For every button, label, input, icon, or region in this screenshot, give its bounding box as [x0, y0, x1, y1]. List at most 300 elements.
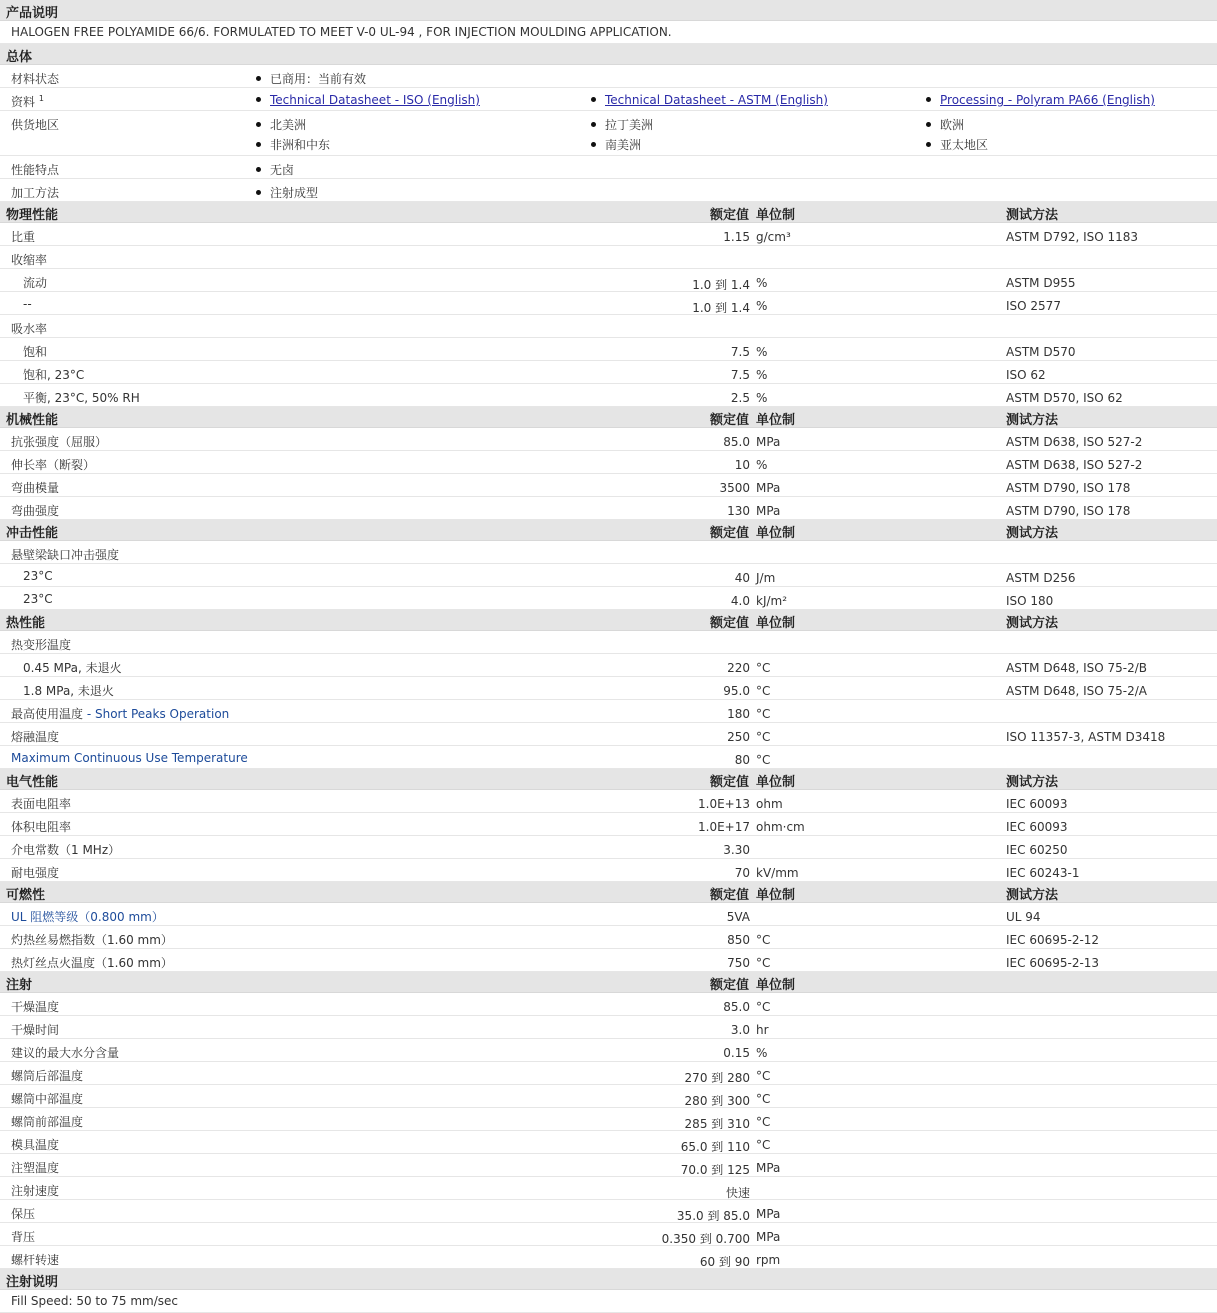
property-label — [11, 1113, 83, 1130]
property-name: UL 阻燃等级（0.800 mm） — [11, 910, 164, 924]
property-unit: % — [756, 1046, 768, 1060]
region-item — [926, 136, 988, 153]
test-method-header: 测试方法 — [1006, 616, 1059, 631]
property-value: 60 到 90 — [699, 1255, 750, 1269]
property-unit: MPa — [756, 504, 781, 518]
property-unit: % — [756, 299, 768, 313]
property-label — [11, 751, 248, 765]
property-row — [0, 587, 1217, 610]
property-name: 饱和 — [23, 345, 48, 359]
property-unit: % — [756, 345, 768, 359]
property-row — [0, 1177, 1217, 1200]
property-label — [23, 682, 114, 699]
property-row — [0, 836, 1217, 859]
bullet-icon — [256, 142, 261, 147]
test-method-header: 测试方法 — [1006, 208, 1059, 223]
property-row — [0, 1200, 1217, 1223]
property-row — [0, 338, 1217, 361]
property-label — [11, 908, 164, 925]
property-row — [0, 993, 1217, 1016]
property-unit: J/m — [756, 571, 776, 585]
property-row — [0, 1039, 1217, 1062]
property-row — [0, 1016, 1217, 1039]
property-label — [11, 433, 107, 450]
property-row — [0, 1062, 1217, 1085]
property-row — [0, 384, 1217, 407]
property-test-method: ISO 62 — [1006, 368, 1046, 382]
property-test-method: ASTM D648, ISO 75-2/B — [1006, 661, 1148, 675]
method-label: 加工方法 — [11, 186, 60, 200]
property-name: 螺杆转速 — [11, 1253, 60, 1267]
property-test-method: ISO 2577 — [1006, 299, 1061, 313]
property-label — [11, 228, 35, 245]
property-name: 灼热丝易燃指数（1.60 mm） — [11, 933, 173, 947]
status-item — [256, 70, 366, 87]
property-label — [23, 274, 47, 291]
property-name: 弯曲模量 — [11, 481, 60, 495]
property-value: 70.0 到 125 — [680, 1163, 750, 1177]
doc-link-processing[interactable]: Processing - Polyram PA66 (English) — [940, 93, 1155, 107]
test-method-header: 测试方法 — [1006, 526, 1059, 541]
property-value: 4.0 — [730, 594, 750, 608]
property-row — [0, 1154, 1217, 1177]
doc-link-item — [926, 93, 1155, 107]
property-test-method: IEC 60695-2-12 — [1006, 933, 1100, 947]
property-name: 收缩率 — [11, 253, 48, 267]
status-value: 已商用：当前有效 — [270, 72, 367, 86]
property-value: 1.0E+17 — [698, 820, 750, 834]
section-title: 冲击性能 — [6, 526, 59, 541]
property-test-method: ASTM D570 — [1006, 345, 1076, 359]
property-name: 模具温度 — [11, 1138, 60, 1152]
property-row — [0, 949, 1217, 972]
nominal-header: 额定值 — [709, 978, 749, 993]
property-value: 0.15 — [723, 1046, 750, 1060]
property-unit: °C — [756, 933, 771, 947]
property-row — [0, 292, 1217, 315]
property-name: 弯曲强度 — [11, 504, 60, 518]
property-row — [0, 1108, 1217, 1131]
property-name: 螺筒后部温度 — [11, 1069, 84, 1083]
doc-link-item — [256, 93, 480, 107]
property-value: 1.15 — [723, 230, 750, 244]
property-value: 3500 — [719, 481, 750, 495]
method-item — [256, 184, 318, 201]
property-unit: °C — [756, 661, 771, 675]
property-name: 流动 — [23, 276, 48, 290]
property-value: 180 — [727, 707, 750, 721]
property-unit: MPa — [756, 435, 781, 449]
property-row — [0, 541, 1217, 564]
property-unit: °C — [756, 1092, 771, 1106]
property-value: 750 — [727, 956, 750, 970]
property-unit: % — [756, 276, 768, 290]
property-label — [11, 320, 47, 337]
property-name: Maximum Continuous Use Temperature — [11, 751, 248, 765]
region-name: 欧洲 — [940, 118, 965, 132]
property-test-method: ASTM D638, ISO 527-2 — [1006, 435, 1143, 449]
property-test-method: ASTM D638, ISO 527-2 — [1006, 458, 1143, 472]
region-item — [591, 116, 653, 133]
property-label — [11, 1090, 83, 1107]
property-value: 0.350 到 0.700 — [661, 1232, 750, 1246]
property-row — [0, 361, 1217, 384]
injection-notes-row — [0, 1290, 1217, 1313]
property-name: 表面电阻率 — [11, 797, 72, 811]
property-value: 2.5 — [730, 391, 750, 405]
docs-footnote: 1 — [38, 94, 44, 103]
unit-header: 单位制 — [756, 888, 796, 903]
property-unit: hr — [756, 1023, 769, 1037]
property-name: 介电常数（1 MHz） — [11, 843, 121, 857]
property-unit: MPa — [756, 1230, 781, 1244]
section-title: 机械性能 — [6, 413, 59, 428]
property-name: 23°C — [23, 592, 53, 606]
property-value: 7.5 — [730, 368, 750, 382]
region-name: 亚太地区 — [940, 138, 989, 152]
property-name: 热灯丝点火温度（1.60 mm） — [11, 956, 173, 970]
section-header-thermal — [0, 610, 1217, 631]
property-value: 1.0 到 1.4 — [692, 278, 750, 292]
property-label — [23, 569, 53, 583]
property-value: 270 到 280 — [684, 1071, 750, 1085]
property-label — [11, 728, 59, 745]
property-value: 95.0 — [723, 684, 750, 698]
property-name: 最高使用温度 — [11, 707, 84, 721]
property-row — [0, 723, 1217, 746]
region-name: 拉丁美洲 — [605, 118, 654, 132]
property-row — [0, 1223, 1217, 1246]
property-label — [11, 1067, 83, 1084]
bullet-icon — [256, 122, 261, 127]
property-name: 平衡, 23°C, 50% RH — [23, 391, 140, 405]
unit-header: 单位制 — [756, 526, 796, 541]
property-label — [11, 456, 95, 473]
property-label — [11, 636, 71, 653]
property-row — [0, 223, 1217, 246]
general-docs-row — [0, 88, 1217, 111]
test-method-header: 测试方法 — [1006, 413, 1059, 428]
property-row — [0, 315, 1217, 338]
property-value: 3.30 — [723, 843, 750, 857]
property-label — [11, 479, 59, 496]
property-row — [0, 451, 1217, 474]
property-row — [0, 1246, 1217, 1269]
property-unit: °C — [756, 753, 771, 767]
property-name: 悬壁梁缺口冲击强度 — [11, 548, 120, 562]
nominal-header: 额定值 — [709, 208, 749, 223]
injection-notes-text: Fill Speed: 50 to 75 mm/sec — [11, 1294, 179, 1308]
property-name: 螺筒中部温度 — [11, 1092, 84, 1106]
nominal-header: 额定值 — [709, 526, 749, 541]
property-unit: ohm — [756, 797, 783, 811]
property-name: 抗张强度（屈服） — [11, 435, 108, 449]
property-row — [0, 700, 1217, 723]
section-title: 可燃性 — [6, 888, 46, 903]
features-label: 性能特点 — [11, 163, 60, 177]
property-test-method: ASTM D955 — [1006, 276, 1076, 290]
property-test-method: ASTM D792, ISO 1183 — [1006, 230, 1139, 244]
property-row — [0, 474, 1217, 497]
property-name: -- — [23, 297, 32, 311]
regions-label: 供货地区 — [11, 118, 60, 132]
section-title: 产品说明 — [6, 6, 59, 21]
property-name: 干燥温度 — [11, 1000, 60, 1014]
method-value: 注射成型 — [270, 186, 319, 200]
property-label — [23, 366, 84, 383]
property-name: 干燥时间 — [11, 1023, 60, 1037]
property-row — [0, 654, 1217, 677]
property-test-method: IEC 60695-2-13 — [1006, 956, 1100, 970]
property-row — [0, 903, 1217, 926]
property-value: 280 到 300 — [684, 1094, 750, 1108]
property-label — [23, 659, 122, 676]
section-title: 电气性能 — [6, 775, 59, 790]
section-title: 热性能 — [6, 616, 46, 631]
property-value: 80 — [734, 753, 750, 767]
property-unit: MPa — [756, 481, 781, 495]
property-name: 建议的最大水分含量 — [11, 1046, 120, 1060]
property-test-method: UL 94 — [1006, 910, 1041, 924]
property-value: 40 — [734, 571, 750, 585]
property-value: 3.0 — [730, 1023, 750, 1037]
property-sections — [0, 202, 1217, 1269]
section-title: 注射说明 — [6, 1275, 59, 1290]
property-unit: °C — [756, 1115, 771, 1129]
property-test-method: ASTM D790, ISO 178 — [1006, 504, 1131, 518]
property-value: 130 — [727, 504, 750, 518]
nominal-header: 额定值 — [709, 616, 749, 631]
property-row — [0, 746, 1217, 769]
unit-header: 单位制 — [756, 413, 796, 428]
property-name: 背压 — [11, 1230, 36, 1244]
section-title: 注射 — [6, 978, 33, 993]
property-unit: °C — [756, 730, 771, 744]
property-unit: °C — [756, 707, 771, 721]
bullet-icon — [256, 167, 261, 172]
property-label — [11, 1182, 59, 1199]
property-label — [11, 841, 120, 858]
property-test-method: ASTM D790, ISO 178 — [1006, 481, 1131, 495]
property-row — [0, 1085, 1217, 1108]
property-unit: MPa — [756, 1161, 781, 1175]
property-row — [0, 926, 1217, 949]
property-row — [0, 631, 1217, 654]
bullet-icon — [591, 122, 596, 127]
property-name: 饱和, 23°C — [23, 368, 85, 382]
property-label — [11, 998, 59, 1015]
property-label — [11, 1205, 35, 1222]
property-label — [23, 389, 140, 406]
test-method-header: 测试方法 — [1006, 775, 1059, 790]
property-name: 保压 — [11, 1207, 36, 1221]
general-status-row — [0, 65, 1217, 88]
bullet-icon — [256, 97, 261, 102]
region-item — [591, 136, 641, 153]
property-label — [11, 1251, 59, 1268]
property-unit: % — [756, 391, 768, 405]
property-row — [0, 790, 1217, 813]
general-features-row — [0, 156, 1217, 179]
property-name: 0.45 MPa, 未退火 — [23, 661, 122, 675]
property-condition: - Short Peaks Operation — [83, 707, 230, 721]
property-label — [11, 818, 71, 835]
property-name: 热变形温度 — [11, 638, 72, 652]
property-label — [11, 1136, 59, 1153]
property-row — [0, 246, 1217, 269]
region-item — [926, 116, 964, 133]
section-header-flammability — [0, 882, 1217, 903]
property-unit: % — [756, 368, 768, 382]
property-value: 快速 — [725, 1186, 750, 1200]
section-header-electrical — [0, 769, 1217, 790]
product-desc-row — [0, 21, 1217, 44]
region-name: 非洲和中东 — [270, 138, 331, 152]
property-name: 伸长率（断裂） — [11, 458, 96, 472]
property-unit: % — [756, 458, 768, 472]
bullet-icon — [591, 97, 596, 102]
property-unit: kV/mm — [756, 866, 799, 880]
property-value: 85.0 — [723, 1000, 750, 1014]
test-method-header: 测试方法 — [1006, 888, 1059, 903]
bullet-icon — [926, 122, 931, 127]
property-label — [11, 1021, 59, 1038]
region-item — [256, 116, 306, 133]
property-value: 85.0 — [723, 435, 750, 449]
property-test-method: IEC 60250 — [1006, 843, 1068, 857]
property-name: 体积电阻率 — [11, 820, 72, 834]
property-test-method: ISO 11357-3, ASTM D3418 — [1006, 730, 1166, 744]
bullet-icon — [256, 190, 261, 195]
property-row — [0, 1131, 1217, 1154]
unit-header: 单位制 — [756, 775, 796, 790]
property-row — [0, 813, 1217, 836]
property-row — [0, 859, 1217, 882]
section-header-injection — [0, 972, 1217, 993]
nominal-header: 额定值 — [709, 413, 749, 428]
property-test-method: ASTM D256 — [1006, 571, 1076, 585]
property-test-method: IEC 60093 — [1006, 820, 1068, 834]
property-unit: MPa — [756, 1207, 781, 1221]
feature-item — [256, 161, 294, 178]
property-name: 耐电强度 — [11, 866, 60, 880]
feature-value: 无卤 — [270, 163, 295, 177]
property-label — [11, 705, 229, 722]
property-value: 7.5 — [730, 345, 750, 359]
property-value: 250 — [727, 730, 750, 744]
property-name: 注塑温度 — [11, 1161, 60, 1175]
property-value: 10 — [734, 458, 750, 472]
property-label — [23, 592, 53, 606]
property-label — [11, 502, 59, 519]
property-label — [11, 1044, 119, 1061]
section-title: 物理性能 — [6, 208, 59, 223]
property-value: 285 到 310 — [684, 1117, 750, 1131]
property-test-method: ISO 180 — [1006, 594, 1054, 608]
property-value: 1.0E+13 — [698, 797, 750, 811]
property-row — [0, 497, 1217, 520]
property-value: 70 — [734, 866, 750, 880]
bullet-icon — [926, 142, 931, 147]
property-value: 850 — [727, 933, 750, 947]
property-label — [11, 546, 119, 563]
property-unit: °C — [756, 956, 771, 970]
doc-link-iso[interactable]: Technical Datasheet - ISO (English) — [270, 93, 480, 107]
property-label — [11, 251, 47, 268]
property-test-method: ASTM D570, ISO 62 — [1006, 391, 1123, 405]
nominal-header: 额定值 — [709, 888, 749, 903]
docs-label — [11, 93, 44, 110]
property-value: 220 — [727, 661, 750, 675]
property-row — [0, 564, 1217, 587]
property-unit: °C — [756, 1000, 771, 1014]
property-unit: rpm — [756, 1253, 781, 1267]
doc-link-item — [591, 93, 828, 107]
property-label — [11, 864, 59, 881]
property-value: 65.0 到 110 — [680, 1140, 750, 1154]
property-unit: g/cm³ — [756, 230, 791, 244]
section-header-physical — [0, 202, 1217, 223]
region-item — [256, 136, 330, 153]
property-test-method: ASTM D648, ISO 75-2/A — [1006, 684, 1147, 698]
property-label — [11, 954, 173, 971]
property-name: 螺筒前部温度 — [11, 1115, 84, 1129]
unit-header: 单位制 — [756, 208, 796, 223]
property-label — [23, 343, 47, 360]
property-label — [11, 795, 71, 812]
bullet-icon — [926, 97, 931, 102]
nominal-header: 额定值 — [709, 775, 749, 790]
property-unit: °C — [756, 684, 771, 698]
property-test-method: IEC 60093 — [1006, 797, 1068, 811]
property-row — [0, 269, 1217, 292]
property-name: 吸水率 — [11, 322, 48, 336]
region-name: 南美洲 — [605, 138, 642, 152]
property-value: 5VA — [726, 910, 750, 924]
section-header-mechanical — [0, 407, 1217, 428]
general-method-row — [0, 179, 1217, 202]
property-label — [11, 1228, 35, 1245]
status-label: 材料状态 — [11, 72, 60, 86]
property-name: 1.8 MPa, 未退火 — [23, 684, 114, 698]
section-header-general — [0, 44, 1217, 65]
product-desc-text: HALOGEN FREE POLYAMIDE 66/6. FORMULATED TO MEET V-0 UL-94 , FOR INJECTION MOULDING APPLICATION. — [11, 25, 672, 39]
doc-link-astm[interactable]: Technical Datasheet - ASTM (English) — [605, 93, 828, 107]
property-value: 35.0 到 85.0 — [676, 1209, 750, 1223]
unit-header: 单位制 — [756, 616, 796, 631]
property-unit: °C — [756, 1138, 771, 1152]
section-header-injection-notes — [0, 1269, 1217, 1290]
property-value: 1.0 到 1.4 — [692, 301, 750, 315]
property-label — [11, 1159, 59, 1176]
general-regions-row — [0, 111, 1217, 156]
property-test-method: IEC 60243-1 — [1006, 866, 1080, 880]
property-row — [0, 677, 1217, 700]
property-row — [0, 428, 1217, 451]
unit-header: 单位制 — [756, 978, 796, 993]
bullet-icon — [256, 76, 261, 81]
property-unit: kJ/m² — [756, 594, 788, 608]
property-name: 熔融温度 — [11, 730, 60, 744]
section-header-product-desc — [0, 0, 1217, 21]
section-title: 总体 — [6, 50, 33, 65]
property-name: 23°C — [23, 569, 53, 583]
property-unit: ohm·cm — [756, 820, 805, 834]
property-label — [23, 297, 32, 311]
bullet-icon — [591, 142, 596, 147]
property-name: 注射速度 — [11, 1184, 60, 1198]
property-unit: °C — [756, 1069, 771, 1083]
